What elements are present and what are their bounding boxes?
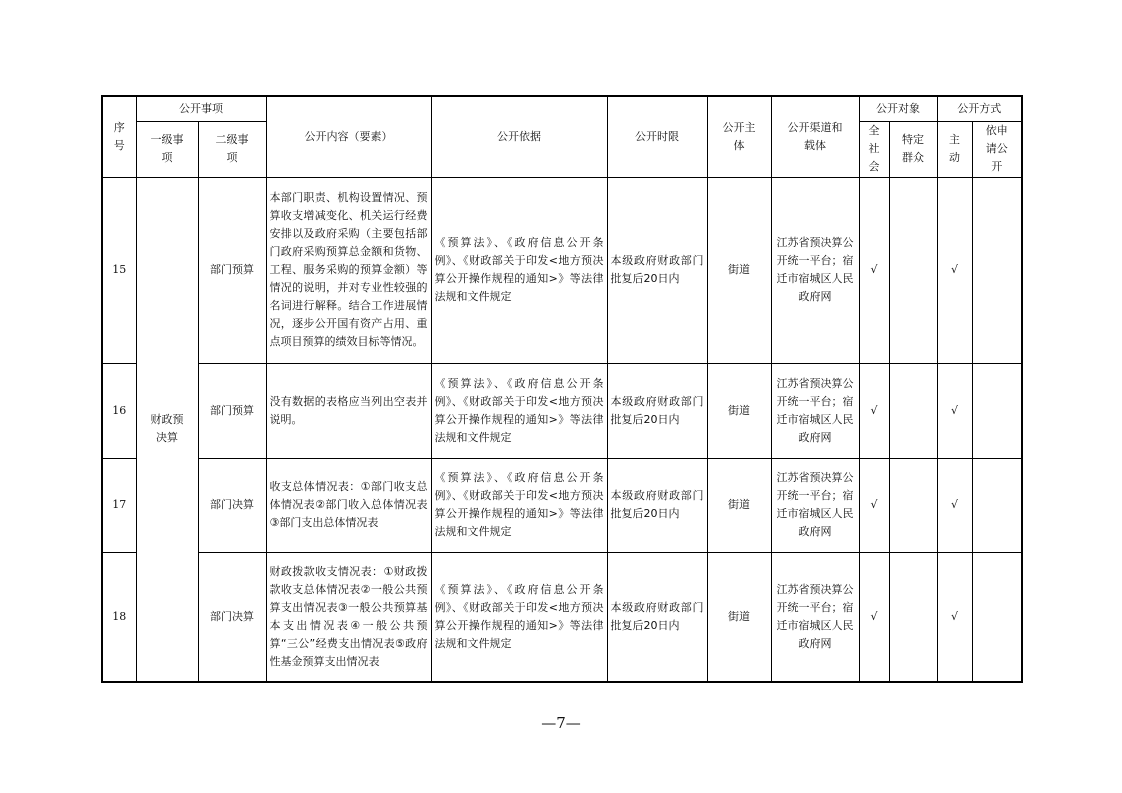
row-basis: 《预算法》、《政府信息公开条例》、《财政部关于印发<地方预决算公开操作规程的通知>》等法律法规和文件规定 — [431, 552, 607, 682]
disclosure-table — [101, 95, 1023, 683]
row-audience-all: √ — [859, 458, 889, 552]
row-level2: 部门决算 — [198, 458, 266, 552]
row-level2: 部门预算 — [198, 363, 266, 458]
row-content: 本部门职责、机构设置情况、预算收支增减变化、机关运行经费安排以及政府采购（主要包括部门政府采购预算总金额和货物、工程、服务采购的预算金额）等情况的说明，并对专业性较强的名词进行解释。结合工作进展情况，逐步公开国有资产占用、重点项目预算的绩效目标等情况。 — [266, 177, 431, 363]
row-audience-all: √ — [859, 177, 889, 363]
row-subject: 街道 — [707, 363, 771, 458]
row-channel: 江苏省预决算公开统一平台；宿迁市宿城区人民政府网 — [771, 177, 859, 363]
header-level1: 一级事项 — [136, 121, 198, 177]
table-row — [102, 363, 1022, 458]
header-audience: 公开对象 — [859, 96, 937, 121]
row-time-limit: 本级政府财政部门批复后20日内 — [607, 177, 707, 363]
row-method-request — [972, 458, 1022, 552]
row-method-request — [972, 552, 1022, 682]
row-method-active: √ — [937, 458, 972, 552]
row-audience-all: √ — [859, 363, 889, 458]
table-row — [102, 458, 1022, 552]
row-content: 收支总体情况表：①部门收支总体情况表②部门收入总体情况表③部门支出总体情况表 — [266, 458, 431, 552]
row-audience-specific — [889, 363, 937, 458]
table-row — [102, 177, 1022, 363]
header-method-request: 依申请公开 — [972, 121, 1022, 177]
row-audience-specific — [889, 177, 937, 363]
row-method-active: √ — [937, 177, 972, 363]
group-level1: 财政预决算 — [136, 177, 198, 682]
row-seq: 18 — [102, 552, 136, 682]
row-method-request — [972, 363, 1022, 458]
header-basis: 公开依据 — [431, 96, 607, 177]
header-subject: 公开主体 — [707, 96, 771, 177]
header-level2: 二级事项 — [198, 121, 266, 177]
row-time-limit: 本级政府财政部门批复后20日内 — [607, 458, 707, 552]
row-method-active: √ — [937, 363, 972, 458]
header-content: 公开内容（要素） — [266, 96, 431, 177]
header-audience-specific: 特定群众 — [889, 121, 937, 177]
table-row — [102, 552, 1022, 682]
row-time-limit: 本级政府财政部门批复后20日内 — [607, 552, 707, 682]
row-audience-all: √ — [859, 552, 889, 682]
row-seq: 17 — [102, 458, 136, 552]
header-items: 公开事项 — [136, 96, 266, 121]
row-subject: 街道 — [707, 458, 771, 552]
row-basis: 《预算法》、《政府信息公开条例》、《财政部关于印发<地方预决算公开操作规程的通知>》等法律法规和文件规定 — [431, 458, 607, 552]
row-subject: 街道 — [707, 552, 771, 682]
row-channel: 江苏省预决算公开统一平台；宿迁市宿城区人民政府网 — [771, 458, 859, 552]
header-audience-all: 全社会 — [859, 121, 889, 177]
row-method-request — [972, 177, 1022, 363]
row-basis: 《预算法》、《政府信息公开条例》、《财政部关于印发<地方预决算公开操作规程的通知>》等法律法规和文件规定 — [431, 177, 607, 363]
row-method-active: √ — [937, 552, 972, 682]
row-channel: 江苏省预决算公开统一平台；宿迁市宿城区人民政府网 — [771, 363, 859, 458]
row-time-limit: 本级政府财政部门批复后20日内 — [607, 363, 707, 458]
header-method-active: 主动 — [937, 121, 972, 177]
header-seq: 序号 — [102, 96, 136, 177]
row-seq: 15 — [102, 177, 136, 363]
row-seq: 16 — [102, 363, 136, 458]
row-subject: 街道 — [707, 177, 771, 363]
row-content: 财政拨款收支情况表：①财政拨款收支总体情况表②一般公共预算支出情况表③一般公共预算基本支出情况表④一般公共预算“三公”经费支出情况表⑤政府性基金预算支出情况表 — [266, 552, 431, 682]
header-method: 公开方式 — [937, 96, 1022, 121]
header-channel: 公开渠道和载体 — [771, 96, 859, 177]
row-content: 没有数据的表格应当列出空表并说明。 — [266, 363, 431, 458]
row-level2: 部门决算 — [198, 552, 266, 682]
header-time-limit: 公开时限 — [607, 96, 707, 177]
page-number: —7— — [541, 714, 581, 732]
row-basis: 《预算法》、《政府信息公开条例》、《财政部关于印发<地方预决算公开操作规程的通知>》等法律法规和文件规定 — [431, 363, 607, 458]
row-audience-specific — [889, 458, 937, 552]
row-channel: 江苏省预决算公开统一平台；宿迁市宿城区人民政府网 — [771, 552, 859, 682]
row-level2: 部门预算 — [198, 177, 266, 363]
row-audience-specific — [889, 552, 937, 682]
